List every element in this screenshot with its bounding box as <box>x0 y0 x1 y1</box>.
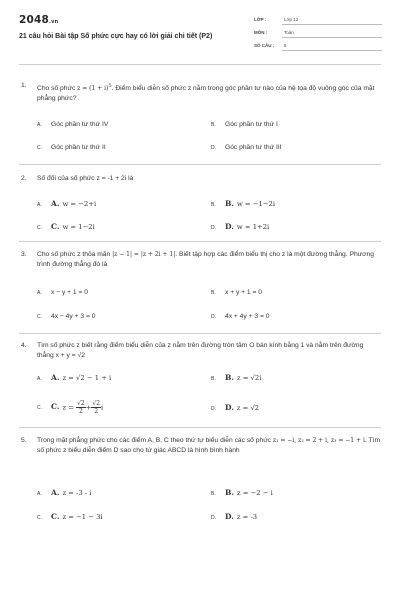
option-letter: C. <box>37 225 42 231</box>
question-number: 1. <box>21 82 27 89</box>
option-d[interactable] <box>211 313 269 320</box>
option-d[interactable] <box>211 512 257 521</box>
class-value: Lớp 12 <box>284 17 299 22</box>
option-formula: z = -3 <box>236 513 258 521</box>
divider <box>282 50 382 51</box>
option-formula: z = √2 <box>236 404 260 412</box>
option-letter: B. <box>211 491 216 497</box>
question-divider <box>19 427 381 428</box>
stem-formula: z = (1 + i) <box>77 85 109 93</box>
option-formula: z = √2 − 1 + i <box>62 374 112 382</box>
option-c[interactable] <box>37 313 95 320</box>
question-stem <box>37 81 381 104</box>
option-formula: z = −2 − i <box>236 489 273 497</box>
count-label: SỐ CÂU : <box>254 43 275 48</box>
option-letter: C. <box>37 314 42 320</box>
logo-text: 2048 <box>19 14 50 26</box>
option-formula: z = <box>62 403 77 412</box>
option-letter: B. <box>211 122 216 128</box>
site-logo[interactable] <box>19 14 58 26</box>
page-header <box>0 0 400 58</box>
option-letter: D. <box>211 145 216 151</box>
option-text: Góc phần tư thứ IV <box>51 121 109 128</box>
option-letter: D. <box>211 225 216 231</box>
option-letter: A. <box>37 376 42 382</box>
question-stem <box>37 436 381 456</box>
option-formula: z = −1 − 3i <box>62 513 103 521</box>
stem-text: Cho số phức z thỏa mãn <box>37 251 111 258</box>
option-d[interactable] <box>211 222 269 231</box>
option-b[interactable] <box>211 199 275 208</box>
option-b[interactable] <box>211 488 273 497</box>
option-text: 4x + 4y + 3 = 0 <box>225 313 270 320</box>
option-c[interactable] <box>37 512 103 521</box>
option-a[interactable] <box>37 289 88 296</box>
stem-text: Trong mặt phẳng phức cho các điểm A, B, C theo thứ tự biểu diễn các số phức <box>37 437 272 444</box>
question-divider <box>19 241 381 242</box>
option-letter: C. <box>37 515 42 521</box>
option-letter: D. <box>211 406 216 412</box>
option-letter-bold: A. <box>51 199 60 208</box>
option-letter: C. <box>37 145 42 151</box>
subject-value: Toán <box>284 30 294 35</box>
fraction <box>76 400 86 415</box>
option-b[interactable] <box>211 121 278 128</box>
stem-exponent: 5 <box>108 83 112 89</box>
option-letter: D. <box>211 515 216 521</box>
class-label: LỚP : <box>254 17 267 22</box>
divider <box>282 24 382 25</box>
stem-text: . Điểm biểu diễn số phức z nằm trong góc phần tư nào của hệ tọa độ vuông góc của mặt phẳng phức? <box>37 85 375 103</box>
option-letter-bold: C. <box>51 512 60 521</box>
subject-label: MÔN : <box>254 30 268 35</box>
question-number: 4. <box>21 342 27 349</box>
question-number: 5. <box>21 437 27 444</box>
option-a[interactable] <box>37 199 96 208</box>
option-c[interactable] <box>37 144 106 151</box>
option-letter-bold: B. <box>225 373 234 382</box>
option-formula: w = 1+2i <box>236 223 270 231</box>
denominator: 2 <box>78 408 83 415</box>
question-number: 3. <box>21 251 27 258</box>
option-letter-bold: D. <box>225 222 234 231</box>
stem-text: Tìm số phức z biểu diễn điểm D sao cho tứ giác ABCD là hình bình hành <box>37 437 381 454</box>
option-letter-bold: B. <box>225 199 234 208</box>
question-divider <box>19 164 381 165</box>
option-text: x + y + 1 = 0 <box>225 289 262 296</box>
stem-text: Cho số phức <box>37 85 76 93</box>
question-stem <box>37 250 381 270</box>
option-formula: w = −2+i <box>62 200 97 208</box>
option-letter-bold: D. <box>225 403 234 412</box>
option-text: Góc phần tư thứ III <box>225 144 282 151</box>
option-b[interactable] <box>211 373 261 382</box>
option-letter-bold: C. <box>51 222 60 231</box>
option-c[interactable] <box>37 222 95 231</box>
option-a[interactable] <box>37 488 91 497</box>
option-c[interactable] <box>37 400 103 415</box>
question-divider <box>19 333 381 334</box>
question-stem: Số đối của số phức z = -1 + 2i là <box>37 175 134 182</box>
count-value: 5 <box>284 43 287 48</box>
stem-text: . Biết tập hợp các điểm biểu thị cho z là một đường thẳng. Phương trình đường thẳng đó là <box>37 251 374 268</box>
option-formula: z = √2i <box>236 374 262 382</box>
option-text: 4x − 4y + 3 = 0 <box>51 313 96 320</box>
option-b[interactable] <box>211 289 262 296</box>
option-d[interactable] <box>211 144 282 151</box>
option-letter: B. <box>211 290 216 296</box>
option-a[interactable] <box>37 121 108 128</box>
option-letter-bold: C. <box>51 402 60 412</box>
numerator: √2 <box>92 400 101 407</box>
option-formula: + <box>85 403 92 412</box>
option-letter: B. <box>211 376 216 382</box>
option-letter-bold: B. <box>225 488 234 497</box>
option-text: x − y + 1 = 0 <box>51 289 88 296</box>
question-number: 2. <box>21 175 27 182</box>
logo-suffix: .vn <box>49 19 59 25</box>
option-letter: A. <box>37 290 42 296</box>
option-letter: C. <box>37 405 42 412</box>
fraction <box>91 400 104 415</box>
option-formula: w = −1−2i <box>236 200 275 208</box>
option-letter: A. <box>37 122 42 128</box>
option-letter-bold: A. <box>51 488 60 497</box>
divider <box>282 37 382 38</box>
header-divider <box>19 64 381 65</box>
option-letter-bold: D. <box>225 512 234 521</box>
option-formula: z = -3 - i <box>62 489 92 497</box>
question-stem: Tìm số phức z biết rằng điểm biểu diễn của z nằm trên đường tròn tâm O bán kính bằng 1 và nằm trên đường thẳng x + y = √2 <box>37 342 364 359</box>
denominator: 2 <box>94 408 99 415</box>
page-title: 21 câu hỏi Bài tập Số phức cực hay có lời giải chi tiết (P2) <box>19 33 213 40</box>
stem-formula: z₁ = −i, z₂ = 2 + i, z₃ = −1 + i. <box>272 437 367 444</box>
option-letter: D. <box>211 314 216 320</box>
option-letter: A. <box>37 202 42 208</box>
option-letter: A. <box>37 491 42 497</box>
option-a[interactable] <box>37 373 111 382</box>
stem-formula: |z − 1| = |z + 2i + 1| <box>112 251 176 258</box>
option-formula: w = 1−2i <box>62 223 95 231</box>
option-d[interactable] <box>211 403 259 412</box>
option-letter: B. <box>211 202 216 208</box>
numerator: √2 <box>77 400 85 407</box>
option-formula: i <box>101 403 104 412</box>
option-text: Góc phần tư thứ II <box>51 144 106 151</box>
option-text: Góc phần tư thứ I <box>225 121 278 128</box>
option-letter-bold: A. <box>51 373 60 382</box>
